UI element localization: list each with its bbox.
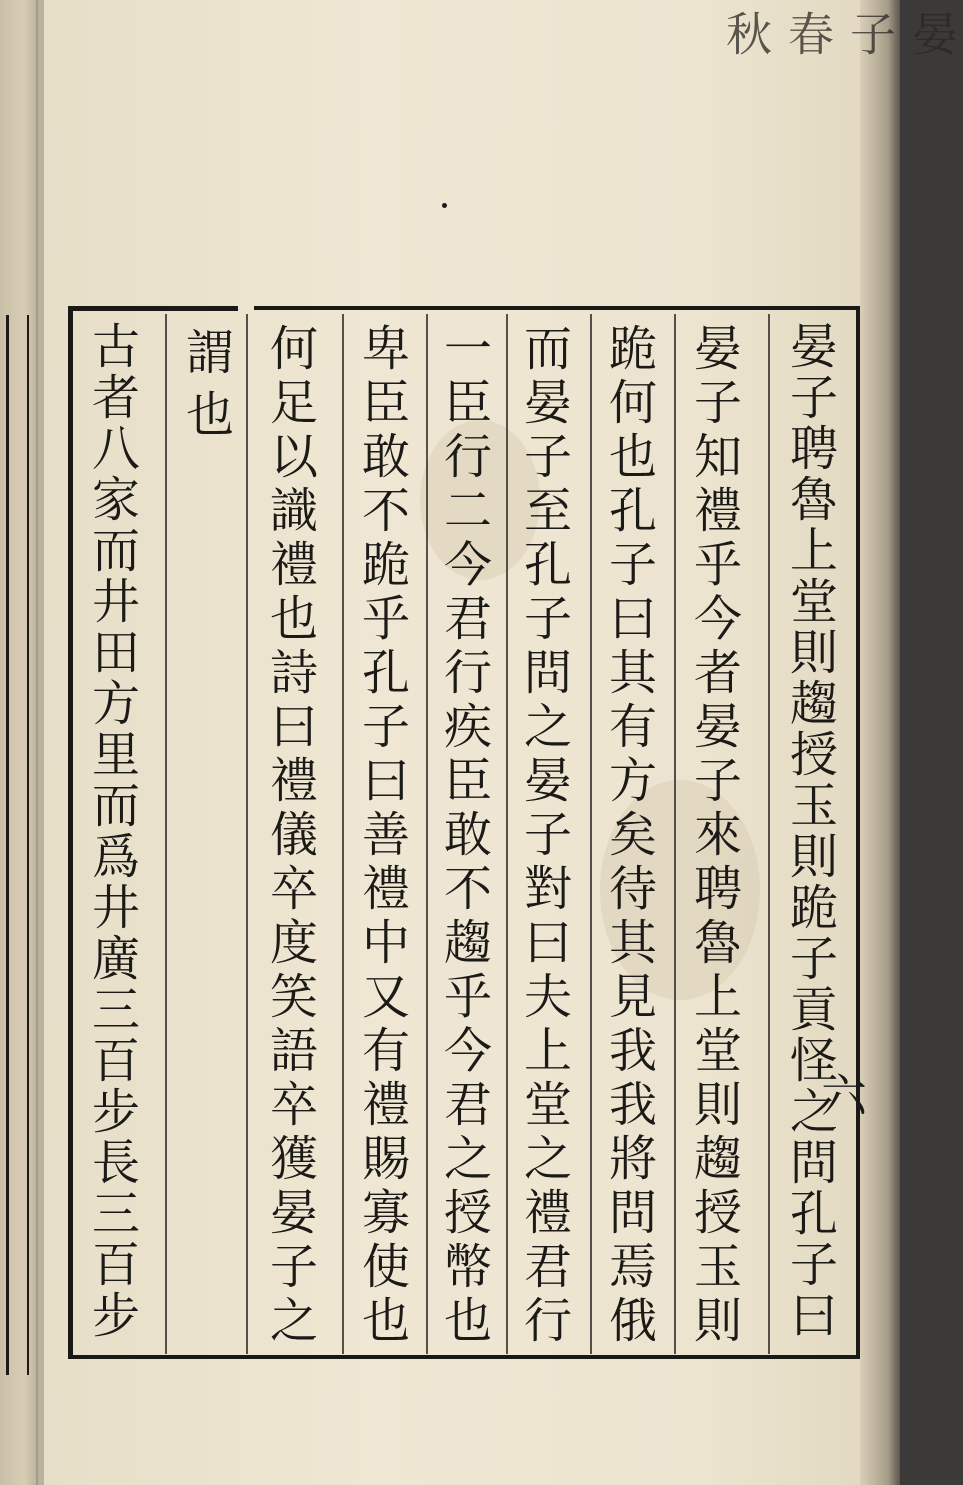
glyph: 子 (789, 931, 838, 987)
glyph: 上 (789, 523, 838, 579)
running-header-text: 晏子春秋 (719, 10, 959, 56)
glyph: 晏 (523, 375, 572, 431)
glyph: 三 (91, 982, 140, 1038)
glyph: 晏 (789, 319, 838, 375)
glyph: 玉 (789, 778, 838, 834)
glyph: 則 (789, 829, 838, 885)
glyph: 子 (523, 807, 572, 863)
text-column-6 (356, 322, 416, 1348)
glyph: 而 (523, 321, 572, 377)
frame-right-border (856, 306, 860, 1359)
glyph: 趨 (789, 676, 838, 732)
glyph: 廣 (91, 931, 140, 987)
glyph: 夫 (523, 969, 572, 1025)
binding-shadow (36, 0, 44, 1485)
glyph: 孔 (523, 537, 572, 593)
glyph: 疾 (443, 699, 492, 755)
glyph: 子 (269, 1239, 318, 1295)
glyph: 者 (91, 370, 140, 426)
glyph: 古 (91, 319, 140, 375)
glyph: 敢 (361, 429, 410, 485)
glyph: 謂 (185, 325, 234, 381)
glyph: 矣 (608, 807, 657, 863)
frame-left-border (68, 306, 73, 1359)
glyph: 長 (91, 1135, 140, 1191)
glyph: 中 (361, 915, 410, 971)
glyph: 曰 (361, 753, 410, 809)
glyph: 魯 (693, 915, 742, 971)
glyph: 問 (523, 645, 572, 701)
previous-leaf-border (6, 315, 29, 1375)
glyph: 禮 (361, 861, 410, 917)
glyph: 何 (608, 375, 657, 431)
glyph: 也 (443, 1293, 492, 1349)
column-rule (426, 314, 428, 1354)
ink-dot (442, 203, 447, 208)
glyph: 也 (185, 387, 234, 443)
glyph: 跪 (608, 321, 657, 377)
glyph: 度 (269, 915, 318, 971)
frame-bottom-border (68, 1355, 860, 1359)
text-column-2 (688, 322, 748, 1348)
glyph: 之 (269, 1293, 318, 1349)
glyph: 其 (608, 915, 657, 971)
glyph: 足 (269, 375, 318, 431)
glyph: 方 (91, 676, 140, 732)
glyph: 不 (443, 861, 492, 917)
glyph: 則 (693, 1077, 742, 1133)
glyph: 有 (608, 699, 657, 755)
glyph: 二 (443, 483, 492, 539)
glyph: 焉 (608, 1239, 657, 1295)
glyph: 之 (443, 1131, 492, 1187)
glyph: 子 (608, 537, 657, 593)
glyph: 則 (693, 1293, 742, 1349)
glyph: 授 (789, 727, 838, 783)
previous-leaf-edge (0, 0, 40, 1485)
glyph: 乎 (693, 537, 742, 593)
glyph: 子 (523, 429, 572, 485)
glyph: 禮 (693, 483, 742, 539)
glyph: 今 (443, 537, 492, 593)
column-rule (165, 314, 167, 1354)
glyph: 之 (789, 1084, 838, 1140)
glyph: 對 (523, 861, 572, 917)
glyph: 曰 (269, 699, 318, 755)
glyph: 聘 (789, 421, 838, 477)
glyph: 堂 (523, 1077, 572, 1133)
glyph: 步 (91, 1084, 140, 1140)
glyph: 子 (789, 1237, 838, 1293)
glyph: 善 (361, 807, 410, 863)
glyph: 行 (443, 429, 492, 485)
glyph: 行 (443, 645, 492, 701)
glyph: 詩 (269, 645, 318, 701)
glyph: 何 (269, 321, 318, 377)
glyph: 待 (608, 861, 657, 917)
glyph: 孔 (608, 483, 657, 539)
glyph: 有 (361, 1023, 410, 1079)
glyph: 曰 (789, 1288, 838, 1344)
glyph: 幣 (443, 1239, 492, 1295)
glyph: 貢 (789, 982, 838, 1038)
glyph: 知 (693, 429, 742, 485)
glyph: 子 (361, 699, 410, 755)
text-column-3 (603, 322, 663, 1348)
frame-top-left (68, 306, 238, 311)
glyph: 授 (693, 1185, 742, 1241)
glyph: 堂 (693, 1023, 742, 1079)
glyph: 儀 (269, 807, 318, 863)
glyph: 八 (91, 421, 140, 477)
glyph: 百 (91, 1237, 140, 1293)
glyph: 獲 (269, 1131, 318, 1187)
glyph: 晏 (523, 753, 572, 809)
glyph: 敢 (443, 807, 492, 863)
column-rule (246, 314, 248, 1354)
glyph: 笑 (269, 969, 318, 1025)
glyph: 步 (91, 1288, 140, 1344)
text-column-5 (438, 322, 498, 1348)
glyph: 寡 (361, 1185, 410, 1241)
glyph: 井 (91, 880, 140, 936)
glyph: 晏 (693, 699, 742, 755)
glyph: 今 (693, 591, 742, 647)
text-column-8 (180, 322, 240, 446)
glyph: 子 (789, 370, 838, 426)
glyph: 君 (443, 1077, 492, 1133)
glyph: 晏 (269, 1185, 318, 1241)
glyph: 見 (608, 969, 657, 1025)
glyph: 方 (608, 753, 657, 809)
glyph: 一 (443, 321, 492, 377)
glyph: 里 (91, 727, 140, 783)
glyph: 至 (523, 483, 572, 539)
glyph: 子 (693, 375, 742, 431)
glyph: 將 (608, 1131, 657, 1187)
glyph: 趨 (443, 915, 492, 971)
glyph: 問 (608, 1185, 657, 1241)
glyph: 乎 (443, 969, 492, 1025)
column-rule (590, 314, 592, 1354)
glyph: 卑 (361, 321, 410, 377)
glyph: 魯 (789, 472, 838, 528)
glyph: 而 (91, 778, 140, 834)
glyph: 我 (608, 1023, 657, 1079)
glyph: 玉 (693, 1239, 742, 1295)
glyph: 之 (523, 1131, 572, 1187)
text-frame (68, 306, 860, 1359)
glyph: 聘 (693, 861, 742, 917)
glyph: 趨 (693, 1131, 742, 1187)
glyph: 禮 (269, 753, 318, 809)
glyph: 子 (523, 591, 572, 647)
glyph: 語 (269, 1023, 318, 1079)
glyph: 家 (91, 472, 140, 528)
glyph: 怪 (789, 1033, 838, 1089)
folio-number: 六 (821, 1069, 867, 1123)
glyph: 行 (523, 1293, 572, 1349)
text-column-4 (518, 322, 578, 1348)
glyph: 我 (608, 1077, 657, 1133)
glyph: 上 (693, 969, 742, 1025)
glyph: 孔 (789, 1186, 838, 1242)
glyph: 之 (523, 699, 572, 755)
glyph: 也 (269, 591, 318, 647)
glyph: 子 (693, 753, 742, 809)
glyph: 卒 (269, 861, 318, 917)
glyph: 以 (269, 429, 318, 485)
glyph: 今 (443, 1023, 492, 1079)
glyph: 三 (91, 1186, 140, 1242)
glyph: 卒 (269, 1077, 318, 1133)
glyph: 者 (693, 645, 742, 701)
glyph: 又 (361, 969, 410, 1025)
glyph: 爲 (91, 829, 140, 885)
glyph: 不 (361, 483, 410, 539)
glyph: 臣 (443, 753, 492, 809)
text-column-9 (86, 319, 146, 1344)
glyph: 俄 (608, 1293, 657, 1349)
glyph: 孔 (361, 645, 410, 701)
glyph: 臣 (361, 375, 410, 431)
column-rule (674, 314, 676, 1354)
glyph: 而 (91, 523, 140, 579)
glyph: 則 (789, 625, 838, 681)
glyph: 君 (523, 1239, 572, 1295)
text-column-7 (264, 322, 324, 1348)
glyph: 禮 (361, 1077, 410, 1133)
column-rule (342, 314, 344, 1354)
glyph: 田 (91, 625, 140, 681)
column-rule (768, 314, 770, 1354)
glyph: 曰 (608, 591, 657, 647)
glyph: 賜 (361, 1131, 410, 1187)
glyph: 井 (91, 574, 140, 630)
glyph: 晏 (693, 321, 742, 377)
glyph: 君 (443, 591, 492, 647)
glyph: 也 (608, 429, 657, 485)
glyph: 來 (693, 807, 742, 863)
glyph: 也 (361, 1293, 410, 1349)
glyph: 禮 (269, 537, 318, 593)
glyph: 曰 (523, 915, 572, 971)
glyph: 臣 (443, 375, 492, 431)
column-rule (506, 314, 508, 1354)
page-right-edge (860, 0, 900, 1485)
glyph: 跪 (361, 537, 410, 593)
glyph: 堂 (789, 574, 838, 630)
glyph: 使 (361, 1239, 410, 1295)
glyph: 禮 (523, 1185, 572, 1241)
glyph: 乎 (361, 591, 410, 647)
glyph: 識 (269, 483, 318, 539)
glyph: 其 (608, 645, 657, 701)
glyph: 跪 (789, 880, 838, 936)
glyph: 百 (91, 1033, 140, 1089)
glyph: 上 (523, 1023, 572, 1079)
glyph: 授 (443, 1185, 492, 1241)
frame-top-right (254, 306, 860, 310)
glyph: 問 (789, 1135, 838, 1191)
text-column-1 (784, 319, 844, 1344)
running-header (719, 10, 959, 72)
